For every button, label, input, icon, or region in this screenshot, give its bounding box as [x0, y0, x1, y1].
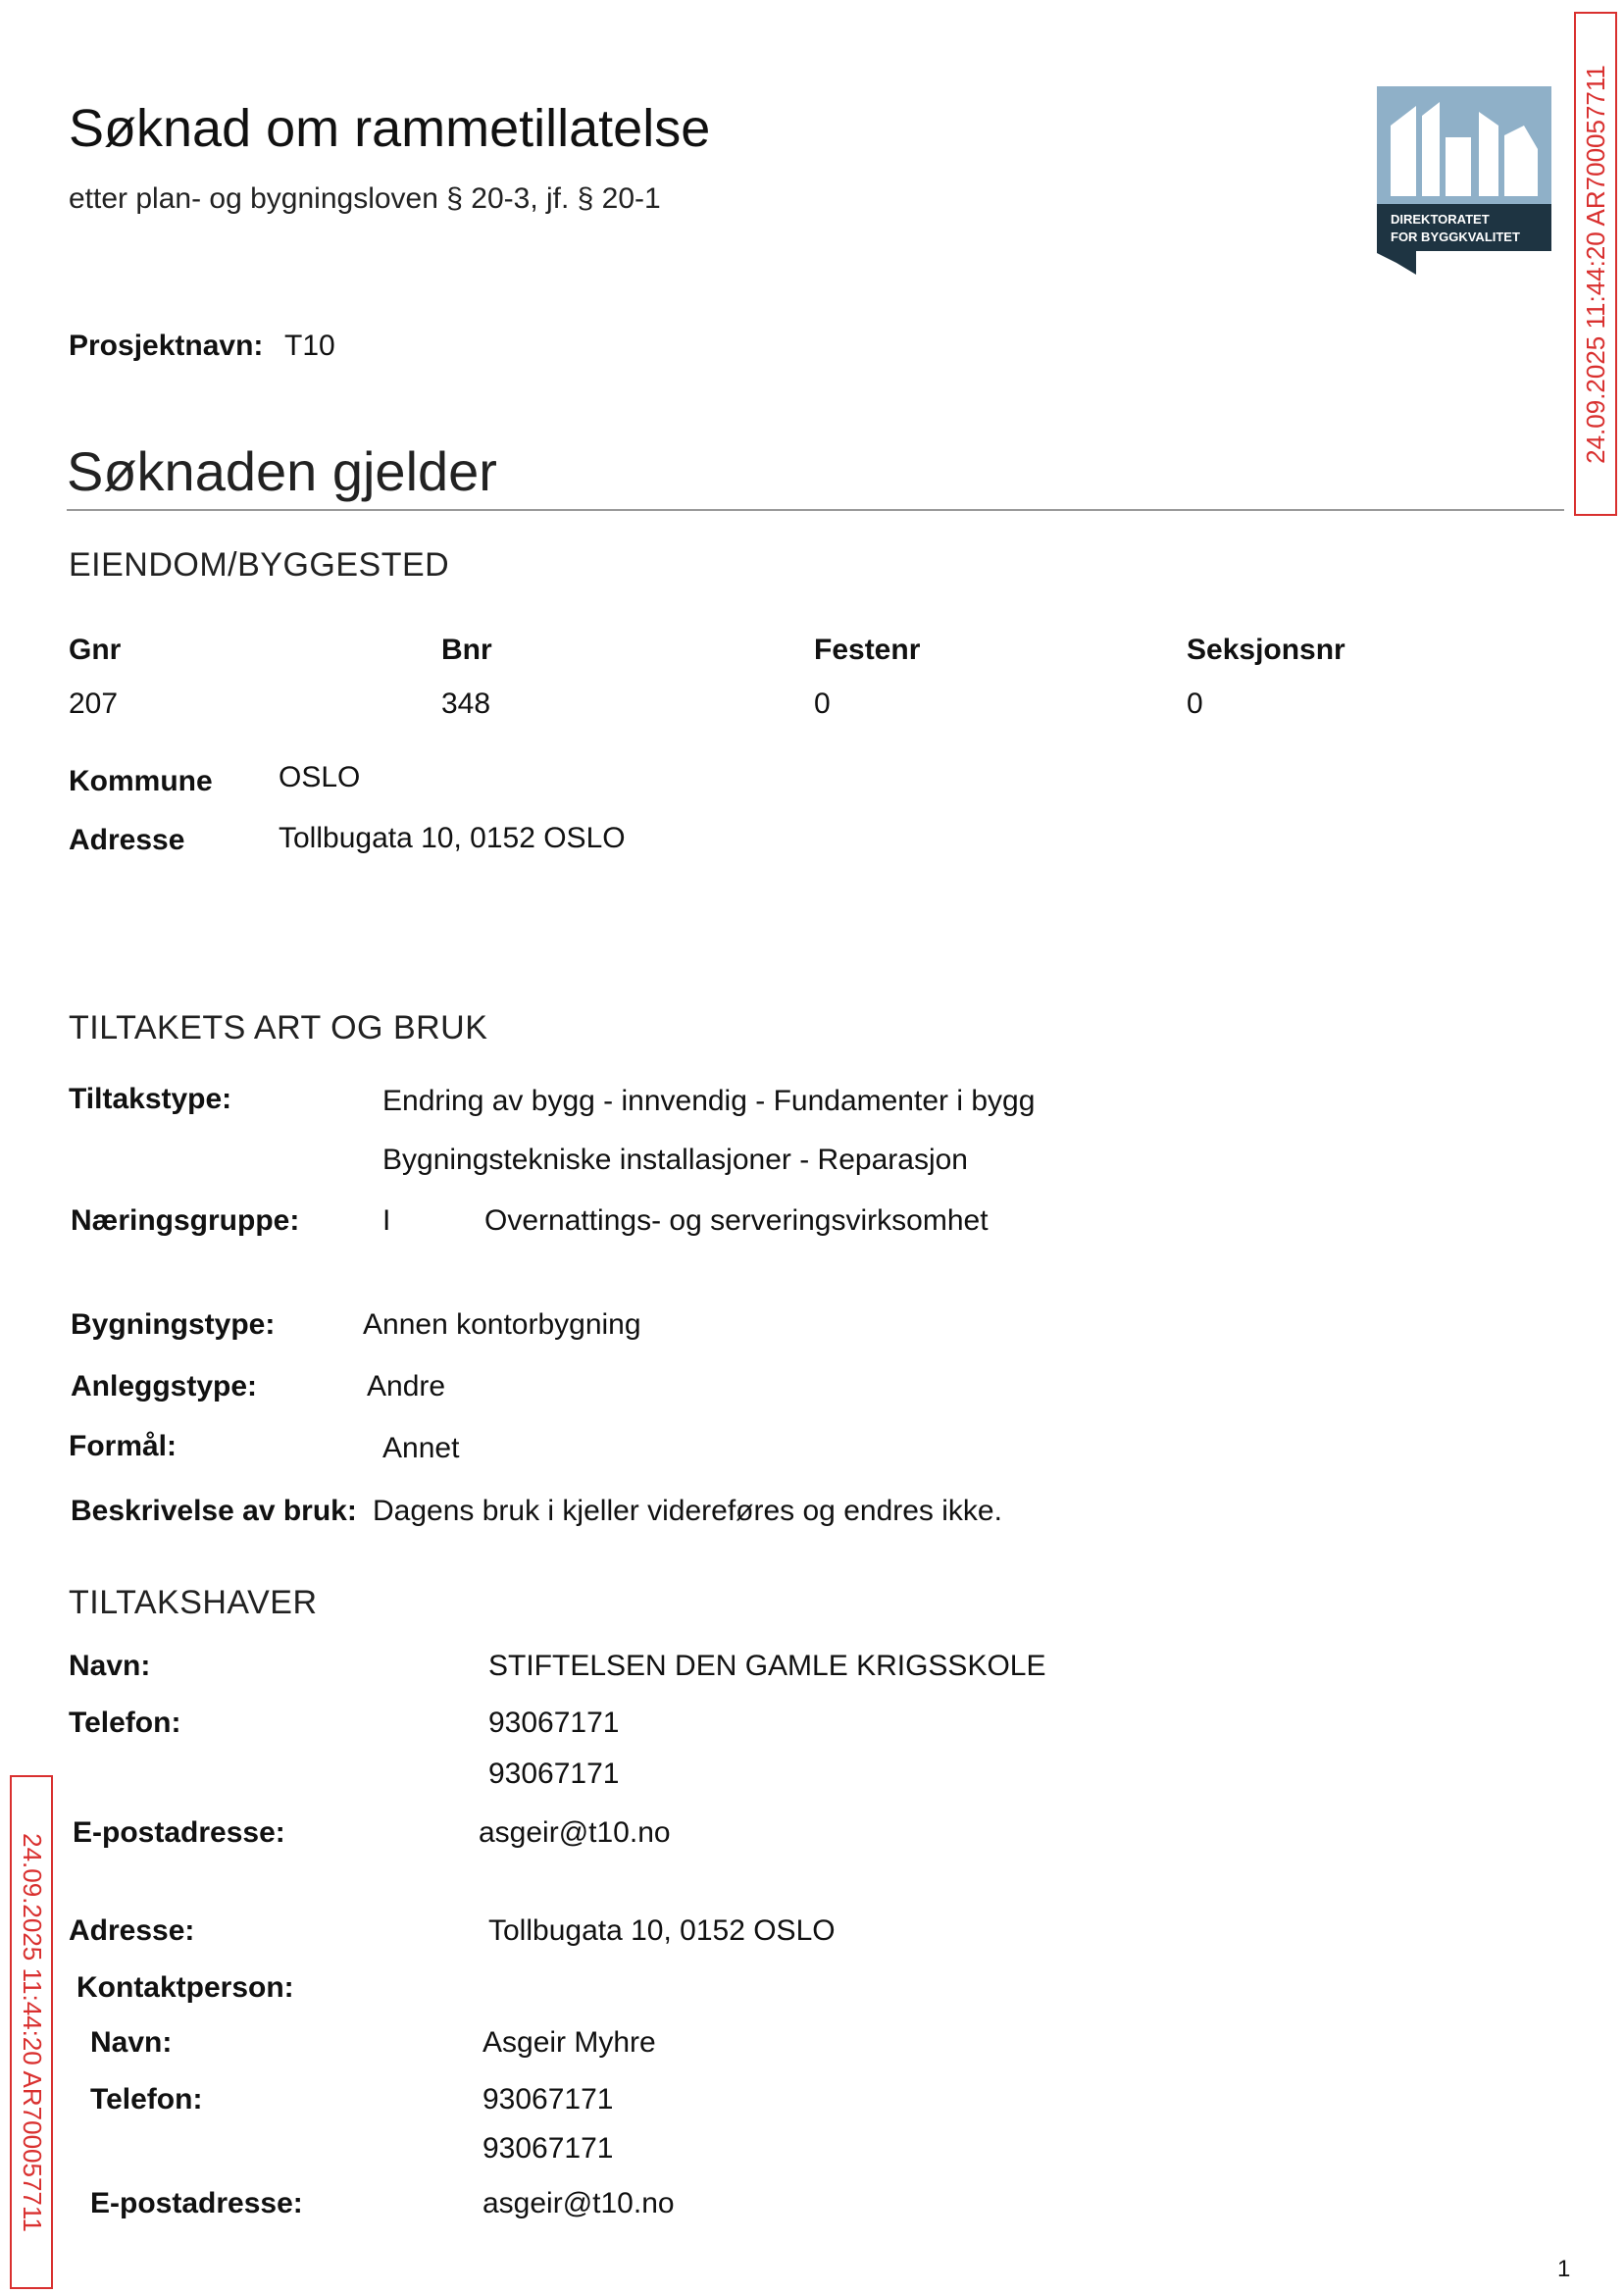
project-name-label: Prosjektnavn: [69, 330, 264, 362]
tiltakshaver-epost-value[interactable]: asgeir@t10.no [479, 1816, 671, 1849]
gnr-label: Gnr [69, 634, 122, 666]
main-heading: Søknaden gjelder [67, 440, 497, 502]
section-tiltakshaver-heading: TILTAKSHAVER [69, 1584, 318, 1621]
section-eiendom-heading: EIENDOM/BYGGESTED [69, 546, 450, 584]
tiltakstype-value-1: Endring av bygg - innvendig - Fundamenter i bygg [382, 1085, 1036, 1117]
naeringsgruppe-label: Næringsgruppe: [71, 1204, 300, 1237]
kommune-label: Kommune [69, 765, 213, 797]
dibk-logo [1377, 86, 1551, 275]
tiltakstype-value-2: Bygningstekniske installasjoner - Reparasjon [382, 1144, 968, 1176]
logo-line1: DIREKTORATET [1391, 212, 1490, 227]
kontakt-navn-value: Asgeir Myhre [482, 2026, 656, 2059]
tiltakshaver-telefon-value-1: 93067171 [488, 1707, 620, 1739]
tiltakshaver-telefon-value-2: 93067171 [488, 1758, 620, 1790]
heading-divider [67, 509, 1564, 511]
page-number: 1 [1557, 2256, 1571, 2282]
kontakt-navn-label: Navn: [90, 2026, 173, 2059]
tiltakshaver-epost-label: E-postadresse: [73, 1816, 285, 1849]
kontakt-telefon-label: Telefon: [90, 2083, 203, 2116]
formal-label: Formål: [69, 1430, 178, 1462]
receipt-stamp-right [1574, 12, 1617, 516]
gnr-value: 207 [69, 688, 119, 720]
bnr-value: 348 [441, 688, 491, 720]
receipt-stamp-right-text: 24.09.2025 11:44:20 AR700057711 [1580, 64, 1610, 464]
anleggstype-label: Anleggstype: [71, 1370, 258, 1402]
adresse-label: Adresse [69, 824, 185, 856]
kontakt-telefon-value-2: 93067171 [482, 2132, 614, 2165]
kontakt-epost-value[interactable]: asgeir@t10.no [482, 2187, 675, 2219]
section-tiltak-heading: TILTAKETS ART OG BRUK [69, 1009, 488, 1046]
tiltakshaver-adresse-label: Adresse: [69, 1914, 195, 1947]
bygningstype-value: Annen kontorbygning [363, 1308, 641, 1341]
kommune-value: OSLO [279, 761, 361, 793]
tiltakshaver-navn-label: Navn: [69, 1650, 151, 1682]
anleggstype-value: Andre [367, 1370, 446, 1402]
logo-line2: FOR BYGGKVALITET [1391, 229, 1520, 244]
naeringsgruppe-value: Overnattings- og serveringsvirksomhet [484, 1204, 989, 1237]
receipt-stamp-left [10, 1775, 53, 2289]
naeringsgruppe-code: I [382, 1204, 391, 1237]
adresse-value: Tollbugata 10, 0152 OSLO [279, 822, 626, 854]
bygningstype-label: Bygningstype: [71, 1308, 276, 1341]
project-name-value: T10 [284, 330, 335, 362]
beskrivelse-value: Dagens bruk i kjeller videreføres og endres ikke. [373, 1495, 1002, 1527]
tiltakstype-label: Tiltakstype: [69, 1083, 232, 1115]
tiltakshaver-telefon-label: Telefon: [69, 1707, 181, 1739]
building-logo-icon [1377, 86, 1551, 275]
bnr-label: Bnr [441, 634, 492, 666]
tiltakshaver-adresse-value: Tollbugata 10, 0152 OSLO [488, 1914, 836, 1947]
seksjonsnr-value: 0 [1187, 688, 1203, 720]
kontakt-epost-label: E-postadresse: [90, 2187, 303, 2219]
formal-value: Annet [382, 1432, 460, 1464]
festenr-value: 0 [814, 688, 831, 720]
kontakt-telefon-value-1: 93067171 [482, 2083, 614, 2116]
document-subtitle: etter plan- og bygningsloven § 20-3, jf. § 20-1 [69, 182, 661, 215]
seksjonsnr-label: Seksjonsnr [1187, 634, 1345, 666]
festenr-label: Festenr [814, 634, 921, 666]
tiltakshaver-navn-value: STIFTELSEN DEN GAMLE KRIGSSKOLE [488, 1650, 1046, 1682]
receipt-stamp-left-text: 24.09.2025 11:44:20 AR700057711 [17, 1832, 47, 2232]
kontaktperson-label: Kontaktperson: [76, 1971, 294, 2004]
beskrivelse-label: Beskrivelse av bruk: [71, 1495, 357, 1527]
document-title: Søknad om rammetillatelse [69, 99, 711, 158]
